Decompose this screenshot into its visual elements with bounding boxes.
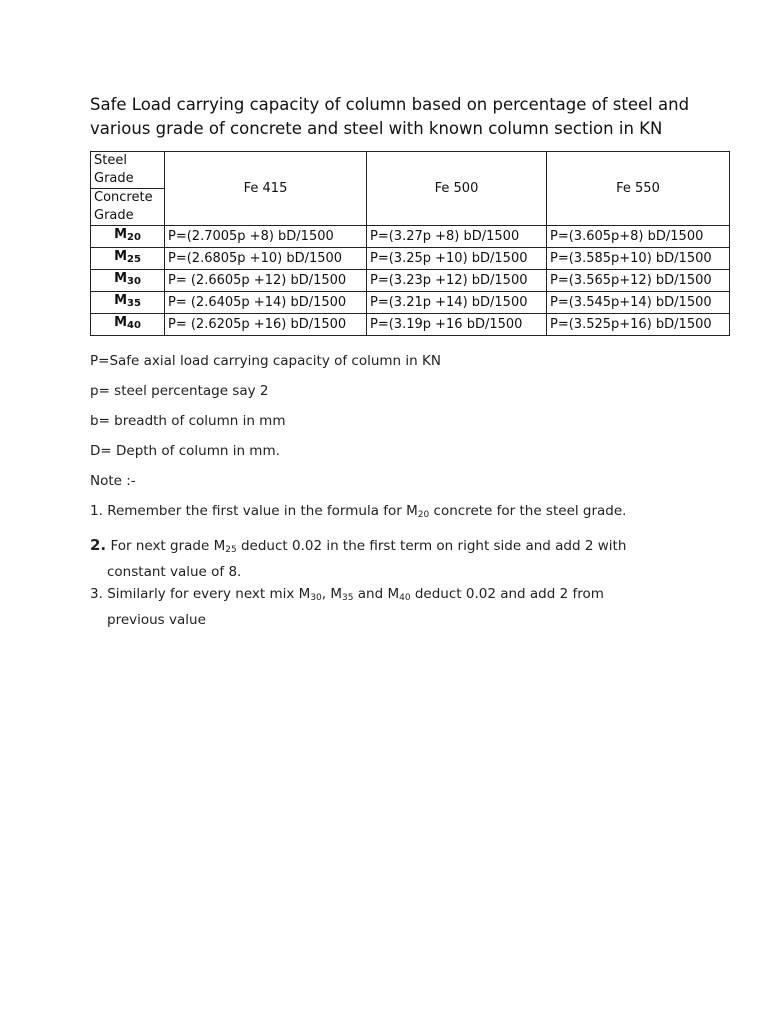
table-header-row (91, 152, 730, 189)
note-2-text-a: For next grade M (110, 538, 226, 554)
mix-grade-subscript: 30 (127, 276, 141, 287)
mix-grade-cell (91, 314, 165, 336)
note-2-line-2: constant value of 8. (107, 564, 242, 580)
formula-cell: P=(3.565p+12) bD/1500 (547, 270, 730, 292)
note-heading: Note :- (90, 473, 136, 489)
note-1-line (90, 500, 690, 526)
note-2-text-b: deduct 0.02 in the first term on right side and add 2 with (236, 538, 627, 554)
definition-D: D= Depth of column in mm. (90, 443, 280, 459)
note-1-text-b: concrete for the steel grade. (429, 503, 627, 519)
formula-cell: P=(2.6805p +10) bD/1500 (165, 248, 367, 270)
column-header-fe415: Fe 415 (165, 152, 367, 226)
note-1-text-a: Remember the first value in the formula for M (107, 503, 418, 519)
note-item-3 (90, 583, 690, 631)
note-3-line-1 (90, 583, 690, 609)
definition-P: P=Safe axial load carrying capacity of column in KN (90, 353, 441, 369)
document-title (90, 93, 710, 141)
mix-grade-letter: M (114, 293, 127, 308)
mix-grade-letter: M (114, 315, 127, 330)
table-row (91, 248, 730, 270)
formula-cell: P=(3.605p+8) bD/1500 (547, 226, 730, 248)
concrete-grade-header-line-1: Concrete (94, 190, 153, 205)
formula-cell: P= (2.6205p +16) bD/1500 (165, 314, 367, 336)
concrete-grade-header-line-2: Grade (94, 208, 134, 223)
table-row (91, 270, 730, 292)
mix-grade-cell (91, 270, 165, 292)
note-3-text-d: deduct 0.02 and add 2 from (410, 586, 604, 602)
note-3-line-2: previous value (107, 612, 206, 628)
formula-cell: P=(3.25p +10) bD/1500 (367, 248, 547, 270)
note-3-number: 3. (90, 586, 103, 602)
mix-grade-cell (91, 248, 165, 270)
notes-section (90, 346, 690, 631)
mix-grade-subscript: 40 (127, 320, 141, 331)
steel-grade-header-line-1: Steel (94, 153, 127, 168)
definition-b: b= breadth of column in mm (90, 413, 286, 429)
title-line-2: various grade of concrete and steel with known column section in KN (90, 119, 663, 138)
note-2-subscript: 25 (225, 545, 237, 555)
note-1-number: 1. (90, 503, 103, 519)
table-row (91, 292, 730, 314)
definition-p: p= steel percentage say 2 (90, 383, 269, 399)
concrete-grade-header (91, 189, 165, 226)
column-header-fe550: Fe 550 (547, 152, 730, 226)
formula-cell: P=(2.7005p +8) bD/1500 (165, 226, 367, 248)
formula-cell: P=(3.23p +12) bD/1500 (367, 270, 547, 292)
note-item-1 (90, 500, 690, 526)
mix-grade-subscript: 25 (127, 254, 141, 265)
formula-cell: P=(3.21p +14) bD/1500 (367, 292, 547, 314)
steel-grade-header (91, 152, 165, 189)
steel-grade-header-line-2: Grade (94, 171, 134, 186)
note-3-text-a: Similarly for every next mix M (107, 586, 311, 602)
column-header-fe500: Fe 500 (367, 152, 547, 226)
formula-cell: P= (2.6605p +12) bD/1500 (165, 270, 367, 292)
mix-grade-letter: M (114, 249, 127, 264)
note-3-subscript-2: 35 (342, 593, 354, 603)
formula-cell: P=(3.585p+10) bD/1500 (547, 248, 730, 270)
table-row (91, 314, 730, 336)
formula-cell: P=(3.27p +8) bD/1500 (367, 226, 547, 248)
title-line-1: Safe Load carrying capacity of column based on percentage of steel and (90, 95, 690, 114)
note-item-2 (90, 534, 690, 583)
mix-grade-cell (91, 292, 165, 314)
formula-cell: P=(3.545p+14) bD/1500 (547, 292, 730, 314)
load-capacity-table (90, 151, 730, 336)
note-3-text-c: and M (353, 586, 400, 602)
note-1-subscript: 20 (417, 510, 430, 520)
table-row (91, 226, 730, 248)
mix-grade-subscript: 35 (127, 298, 141, 309)
note-3-subscript-3: 40 (399, 593, 411, 603)
formula-cell: P= (2.6405p +14) bD/1500 (165, 292, 367, 314)
mix-grade-letter: M (114, 227, 127, 242)
note-3-subscript-1: 30 (310, 593, 322, 603)
mix-grade-letter: M (114, 271, 127, 286)
formula-cell: P=(3.525p+16) bD/1500 (547, 314, 730, 336)
note-3-text-b: , M (321, 586, 343, 602)
formula-cell: P=(3.19p +16 bD/1500 (367, 314, 547, 336)
note-2-line-1 (90, 534, 690, 561)
mix-grade-cell (91, 226, 165, 248)
mix-grade-subscript: 20 (127, 232, 141, 243)
note-2-number: 2. (90, 536, 107, 554)
